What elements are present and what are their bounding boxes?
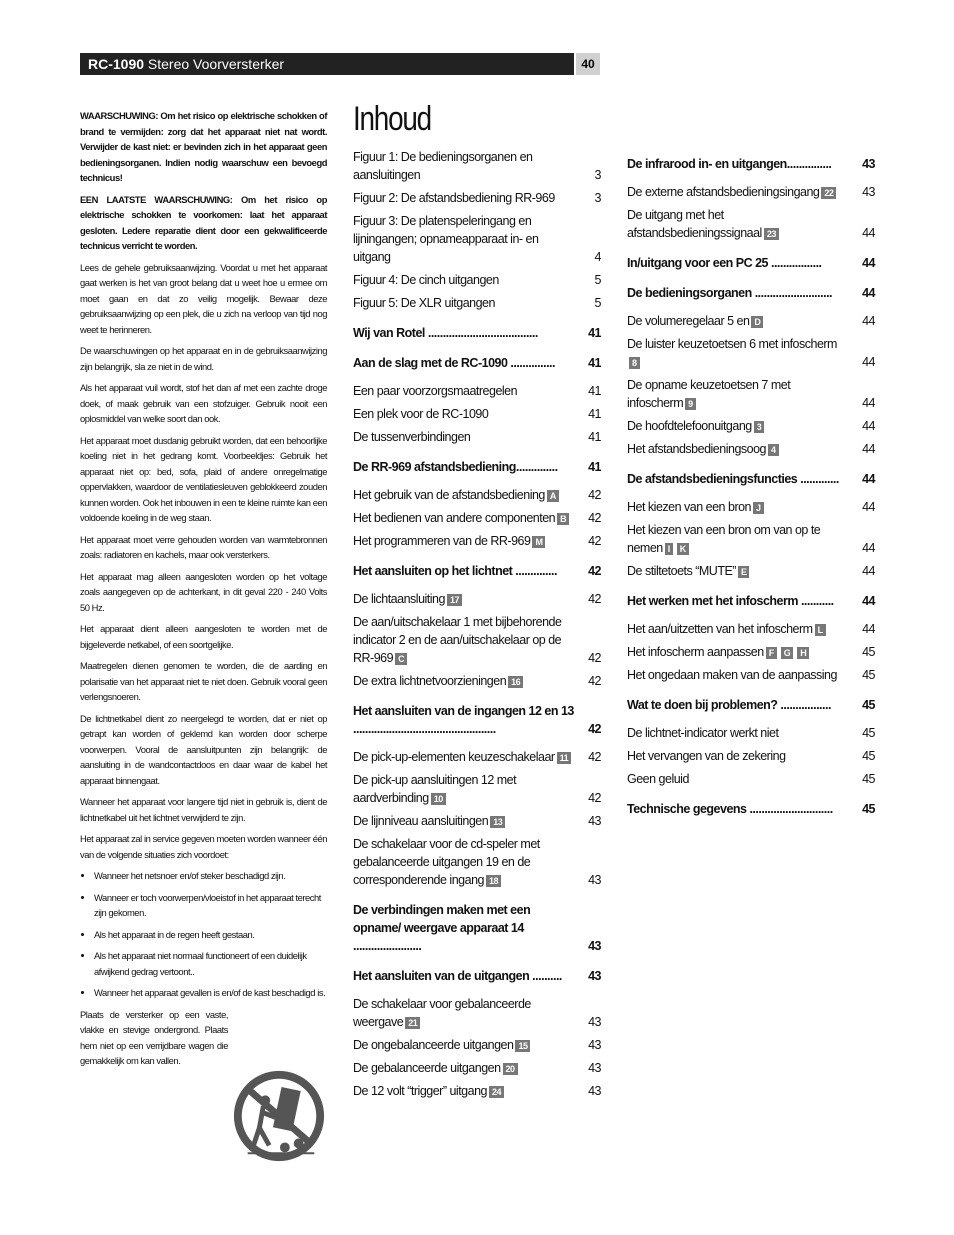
toc-entry-label: Figuur 5: De XLR uitgangen <box>353 296 495 310</box>
toc-entry <box>353 509 601 527</box>
toc-entry-page: 43 <box>588 969 601 983</box>
toc-entry-label: Het afstandsbedieningsoog 4 <box>627 440 857 458</box>
toc-entry <box>353 590 601 608</box>
toc-entry-page: 44 <box>862 594 875 608</box>
figure-callout-badge: 10 <box>431 793 446 805</box>
toc-entry-page: 41 <box>588 430 601 444</box>
toc-entry-page: 43 <box>588 1038 601 1052</box>
toc-entry <box>353 771 601 807</box>
no-cart-tipping-icon <box>230 1067 328 1165</box>
toc-entry-label: De schakelaar voor gebalanceerde weergave 21 <box>353 997 531 1029</box>
toc-entry-label: Een plek voor de RC-1090 <box>353 407 489 421</box>
toc-section-heading <box>627 470 875 488</box>
figure-callout-badge: C <box>395 653 407 665</box>
toc-entry-page: 44 <box>862 286 875 300</box>
toc-entry-label: De lichtaansluiting 17 <box>353 590 583 608</box>
figure-callout-badge: 4 <box>768 444 779 456</box>
toc-entry-page: 42 <box>588 651 601 665</box>
toc-entry-label: Het aansluiten op het lichtnet .............. <box>353 564 557 578</box>
toc-section-heading <box>627 592 875 610</box>
toc-entry-label: De stiltetoets “MUTE” E <box>627 562 857 580</box>
toc-entry-label: Geen geluid <box>627 772 689 786</box>
toc-entry <box>627 770 875 788</box>
toc-entry-label: Een paar voorzorgsmaatregelen <box>353 384 518 398</box>
toc-entry-label: De gebalanceerde uitgangen 20 <box>353 1059 583 1077</box>
toc-entry-page: 44 <box>862 314 875 328</box>
toc-entry <box>353 995 601 1031</box>
para: Het apparaat moet verre gehouden worden van warmtebronnen zoals: radiatoren en kachels, maar ook versterkers. <box>80 533 327 560</box>
toc-entry <box>627 620 875 638</box>
toc-entry-label: Het infoscherm aanpassen F G H <box>627 643 857 661</box>
toc-entry-page: 44 <box>862 541 875 555</box>
warning-1: WAARSCHUWING: Om het risico op elektrische schokken of brand te vermijden: zorg dat het apparaat niet nat wordt. Verwijder de kast niet: er bevinden zich in het apparaat geen bedieningsorganen. Indien nodig waarschuw een bevoegd technicus! <box>80 110 327 183</box>
figure-callout-badge: D <box>751 316 763 328</box>
toc-entry-label: Het kiezen van een bron J <box>627 498 857 516</box>
toc-entry <box>627 724 875 742</box>
toc-section-heading <box>353 967 601 985</box>
toc-entry-page: 43 <box>588 873 601 887</box>
header-subtitle: Stereo Voorversterker <box>147 56 285 72</box>
toc-entry-page: 41 <box>588 407 601 421</box>
toc-entry-label: Figuur 1: De bedieningsorganen en aansluitingen <box>353 150 533 182</box>
figure-callout-badge: G <box>781 647 794 659</box>
toc-entry-label: De pick-up aansluitingen 12 met aardverbinding 10 <box>353 773 517 805</box>
toc-entry-label: Het programmeren van de RR-969 M <box>353 532 583 550</box>
list-item: • Wanneer het netsnoer en/of steker beschadigd zijn. <box>94 868 327 884</box>
toc-entry-page: 3 <box>594 168 601 182</box>
para: Lees de gehele gebruiksaanwijzing. Voordat u met het apparaat gaat werken is het van groot belang dat u weet hoe u ermee om moet gaan en dat zo veilig mogelijk. Bewaar deze gebruiksaanwijzing op een plek, die u zich na verloop van tijd nog weet te herinneren. <box>80 261 327 335</box>
toc-entry-page: 42 <box>588 534 601 548</box>
toc-entry-label: In/uitgang voor een PC 25 ................. <box>627 256 822 270</box>
toc-entry-page: 42 <box>588 674 601 688</box>
toc-entry-page: 42 <box>588 722 601 736</box>
para: Het apparaat moet dusdanig gebruikt worden, dat een behoorlijke koeling niet in het gedrang komt. Voorbeeldjes: Gebruik het apparaat niet op: bed, sofa, plaid of andere onregelmatige oppervlakken, waardoor de ventilatiesleuven geblokkeerd zouden kunnen worden. Ook het inbouwen in een te kleine ruimte kan een voldoende koeling in de weg staan. <box>80 434 327 523</box>
toc-entry-page: 43 <box>588 1061 601 1075</box>
toc-entry <box>627 440 875 458</box>
toc-entry-page: 45 <box>862 802 875 816</box>
figure-callout-badge: H <box>797 647 809 659</box>
list-item: • Als het apparaat niet normaal functioneert of een duidelijk afwijkend gedrag vertoont.. <box>94 948 327 979</box>
toc-entry-label: De uitgang met het afstandsbedieningssignaal 23 <box>627 206 857 242</box>
figure-callout-badge: 22 <box>821 187 836 199</box>
toc-entry-label: Figuur 2: De afstandsbediening RR-969 <box>353 191 555 205</box>
toc-entry-page: 4 <box>594 250 601 264</box>
toc-entry <box>353 271 601 289</box>
list-item: • Als het apparaat in de regen heeft gestaan. <box>94 927 327 943</box>
toc-entry <box>353 748 601 766</box>
toc-entry-label: De RR-969 afstandsbediening.............. <box>353 460 558 474</box>
toc-entry-page: 42 <box>588 750 601 764</box>
toc-entry-label: Het aan/uitzetten van het infoscherm L <box>627 620 857 638</box>
toc-entry-label: Het aansluiten van de uitgangen .......... <box>353 969 562 983</box>
toc-entry-label: De verbindingen maken met een opname/ weergave apparaat 14 ....................... <box>353 903 531 953</box>
figure-callout-badge: B <box>557 513 569 525</box>
figure-callout-badge: 24 <box>489 1086 504 1098</box>
toc-entry-page: 5 <box>594 273 601 287</box>
toc-section-heading <box>627 696 875 714</box>
toc-entry <box>627 666 875 684</box>
toc-entry-label: De extra lichtnetvoorzieningen 16 <box>353 672 583 690</box>
toc-entry-page: 5 <box>594 296 601 310</box>
para: Als het apparaat vuil wordt, stof het dan af met een zachte droge doek, of maak gebruik van een stofzuiger. Gebruik nooit een oplosmiddel van welke soort dan ook. <box>80 382 327 424</box>
toc-section-heading <box>353 901 601 955</box>
toc-entry <box>627 521 875 557</box>
figure-callout-badge: 23 <box>764 228 779 240</box>
toc-entry <box>627 335 875 371</box>
figure-callout-badge: 18 <box>486 875 501 887</box>
toc-entry-label: Figuur 4: De cinch uitgangen <box>353 273 499 287</box>
service-list <box>80 868 327 1001</box>
toc-section-heading <box>627 155 875 173</box>
toc-entry <box>353 405 601 423</box>
placement-note: Plaats de versterker op een vaste, vlakke en stevige ondergrond. Plaats hem niet op een verrijdbare wagen die gemakkelijk om kan vallen. <box>80 1008 228 1066</box>
toc-entry-page: 44 <box>862 226 875 240</box>
para: Maatregelen dienen genomen te worden, die de aarding en polarisatie van het apparaat niet te niet doen. Gebruik vooral geen verlengsnoeren. <box>80 660 327 702</box>
toc-entry-label: Figuur 3: De platenspeleringang en lijningangen; opnameapparaat in- en uitgang <box>353 214 539 264</box>
figure-callout-badge: 8 <box>629 357 640 369</box>
toc-entry <box>627 747 875 765</box>
toc-entry-label: De 12 volt “trigger” uitgang 24 <box>353 1082 583 1100</box>
toc-entry-label: Aan de slag met de RC-1090 ............... <box>353 356 555 370</box>
toc-entry-page: 43 <box>588 814 601 828</box>
toc-section-heading <box>627 284 875 302</box>
toc-entry <box>627 643 875 661</box>
toc-entry-label: De opname keuzetoetsen 7 met infoscherm 9 <box>627 378 791 410</box>
toc-entry-page: 41 <box>588 356 601 370</box>
toc-entry-label: Technische gegevens ............................ <box>627 802 833 816</box>
toc-entry-page: 42 <box>588 488 601 502</box>
para: De waarschuwingen op het apparaat en in de gebruiksaanwijzing zijn belangrijk, sla ze niet in de wind. <box>80 345 327 372</box>
toc-entry <box>353 148 601 184</box>
toc-entry-page: 44 <box>862 472 875 486</box>
toc-entry-page: 42 <box>588 592 601 606</box>
figure-callout-badge: J <box>753 502 764 514</box>
toc-entry-label: Het werken met het infoscherm ........... <box>627 594 834 608</box>
toc-entry <box>353 382 601 400</box>
toc-entry-label: Het bedienen van andere componenten B <box>353 509 583 527</box>
toc-entry-page: 44 <box>862 355 875 369</box>
toc-entry-page: 44 <box>862 564 875 578</box>
toc-entry <box>627 498 875 516</box>
para: De lichtnetkabel dient zo neergelegd te worden, dat er niet op getrapt kan worden of geklemd kan worden door scherpe voorwerpen. Vooral de aansluitpunten zijn belangrijk: de aansluiting in de wandcontactdoos en daar waar de kabel het apparaat binnengaat. <box>80 712 327 786</box>
toc-entry <box>353 1036 601 1054</box>
toc-entry-page: 44 <box>862 500 875 514</box>
figure-callout-badge: F <box>766 647 777 659</box>
figure-callout-badge: 11 <box>557 752 572 764</box>
toc-entry <box>353 428 601 446</box>
toc-entry <box>353 486 601 504</box>
toc-entry-label: De luister keuzetoetsen 6 met infoscherm8 <box>627 337 837 368</box>
header-bar <box>80 53 574 75</box>
figure-callout-badge: 20 <box>503 1063 518 1075</box>
toc-entry-page: 45 <box>862 749 875 763</box>
toc-entry <box>353 294 601 312</box>
toc-entry <box>627 376 875 412</box>
figure-callout-badge: 13 <box>490 816 505 828</box>
toc-entry-label: Wij van Rotel ..................................... <box>353 326 538 340</box>
toc-entry <box>627 206 875 242</box>
toc-entry-page: 41 <box>588 326 601 340</box>
toc-entry-label: De volumeregelaar 5 en D <box>627 312 857 330</box>
page-number: 40 <box>576 53 600 75</box>
toc-entry-page: 44 <box>862 396 875 410</box>
toc-entry-page: 44 <box>862 419 875 433</box>
toc-entry-label: Het vervangen van de zekering <box>627 749 786 763</box>
toc-entry-page: 43 <box>588 939 601 953</box>
para: Het apparaat mag alleen aangesloten worden op het voltage zoals aangegeven op de achterkant, in dit geval 220 - 240 Volts 50 Hz. <box>80 570 327 613</box>
toc-column-1 <box>353 148 601 1105</box>
para: Het apparaat dient alleen aangesloten te worden met de bijgeleverde netkabel, of een soortgelijke. <box>80 623 327 650</box>
toc-section-heading <box>353 702 601 738</box>
toc-entry-label: Wat te doen bij problemen? ................. <box>627 698 831 712</box>
figure-callout-badge: L <box>815 624 826 636</box>
toc-entry-page: 42 <box>588 564 601 578</box>
toc-entry-page: 41 <box>588 384 601 398</box>
toc-entry-label: Het kiezen van een bron om van op te nemen I K <box>627 523 821 555</box>
toc-entry-page: 42 <box>588 791 601 805</box>
toc-entry <box>353 835 601 889</box>
toc-entry <box>627 183 875 201</box>
toc-section-heading <box>353 562 601 580</box>
toc-entry-label: De externe afstandsbedieningsingang 22 <box>627 183 857 201</box>
figure-callout-badge: E <box>738 566 750 578</box>
toc-entry <box>353 812 601 830</box>
warning-2: EEN LAATSTE WAARSCHUWING: Om het risico op elektrische schokken te voorkomen: laat het apparaat gesloten. Ledere reparatie dient door een gekwalificeerde technicus verricht te worden. <box>80 193 327 251</box>
toc-section-heading <box>627 254 875 272</box>
toc-entry-label: De lijnniveau aansluitingen 13 <box>353 812 583 830</box>
list-item: • Wanneer het apparaat gevallen is en/of de kast beschadigd is. <box>94 985 327 1001</box>
toc-entry-page: 44 <box>862 442 875 456</box>
toc-entry-page: 45 <box>862 726 875 740</box>
toc-entry <box>627 562 875 580</box>
toc-entry <box>353 212 601 266</box>
toc-entry-label: Het gebruik van de afstandsbediening A <box>353 486 583 504</box>
toc-entry-page: 45 <box>862 698 875 712</box>
figure-callout-badge: 17 <box>447 594 462 606</box>
toc-entry-page: 44 <box>862 256 875 270</box>
figure-callout-badge: 15 <box>515 1040 530 1052</box>
toc-entry <box>627 417 875 435</box>
toc-entry-page: 3 <box>594 191 601 205</box>
toc-entry-label: De hoofdtelefoonuitgang 3 <box>627 417 857 435</box>
toc-entry-page: 43 <box>588 1084 601 1098</box>
toc-section-heading <box>627 800 875 818</box>
toc-entry-page: 44 <box>862 622 875 636</box>
toc-entry <box>627 312 875 330</box>
figure-callout-badge: 16 <box>508 676 523 688</box>
toc-entry-page: 43 <box>862 185 875 199</box>
toc-entry <box>353 1082 601 1100</box>
toc-entry-label: De pick-up-elementen keuzeschakelaar 11 <box>353 748 583 766</box>
toc-column-2 <box>627 143 875 828</box>
toc-section-heading <box>353 458 601 476</box>
toc-entry-label: Het ongedaan maken van de aanpassing <box>627 668 837 682</box>
toc-entry-page: 45 <box>862 772 875 786</box>
toc-entry-page: 45 <box>862 645 875 659</box>
toc-entry-page: 43 <box>588 1015 601 1029</box>
toc-entry-label: De ongebalanceerde uitgangen 15 <box>353 1036 583 1054</box>
safety-column <box>80 108 327 1075</box>
figure-callout-badge: A <box>547 490 559 502</box>
toc-entry-page: 41 <box>588 460 601 474</box>
figure-callout-badge: K <box>677 543 689 555</box>
list-item: • Wanneer er toch voorwerpen/vloeistof in het apparaat terecht zijn gekomen. <box>94 890 327 921</box>
toc-entry-page: 43 <box>862 157 875 171</box>
toc-entry-label: Het aansluiten van de ingangen 12 en 13 ................................................ <box>353 704 574 736</box>
toc-entry-label: De afstandsbedieningsfuncties ............. <box>627 472 839 486</box>
toc-title: Inhoud <box>353 100 431 138</box>
toc-entry <box>353 189 601 207</box>
figure-callout-badge: 3 <box>754 421 765 433</box>
toc-section-heading <box>353 354 601 372</box>
toc-entry <box>353 672 601 690</box>
toc-entry-label: De aan/uitschakelaar 1 met bijbehorende indicator 2 en de aan/uitschakelaar op de RR-969 C <box>353 615 562 665</box>
para: Wanneer het apparaat voor langere tijd niet in gebruik is, dient de lichtnetkabel uit het lichtnet verwijderd te zijn. <box>80 796 327 823</box>
toc-entry-label: De tussenverbindingen <box>353 430 471 444</box>
model-name: RC-1090 <box>88 56 145 72</box>
toc-entry <box>353 532 601 550</box>
toc-entry <box>353 1059 601 1077</box>
para: Het apparaat zal in service gegeven moeten worden wanneer één van de volgende situaties zich voordoet: <box>80 833 327 860</box>
toc-entry-page: 45 <box>862 668 875 682</box>
toc-entry-label: De schakelaar voor de cd-speler met gebalanceerde uitgangen 19 en de corresponderende ingang 18 <box>353 837 540 887</box>
toc-section-heading <box>353 324 601 342</box>
figure-callout-badge: 9 <box>685 398 696 410</box>
toc-entry-page: 42 <box>588 511 601 525</box>
toc-entry <box>353 613 601 667</box>
figure-callout-badge: M <box>532 536 545 548</box>
toc-entry-label: De bedieningsorganen .......................... <box>627 286 833 300</box>
figure-callout-badge: I <box>665 543 673 555</box>
figure-callout-badge: 21 <box>405 1017 420 1029</box>
toc-entry-label: De lichtnet-indicator werkt niet <box>627 726 779 740</box>
toc-entry-label: De infrarood in- en uitgangen............... <box>627 157 832 171</box>
